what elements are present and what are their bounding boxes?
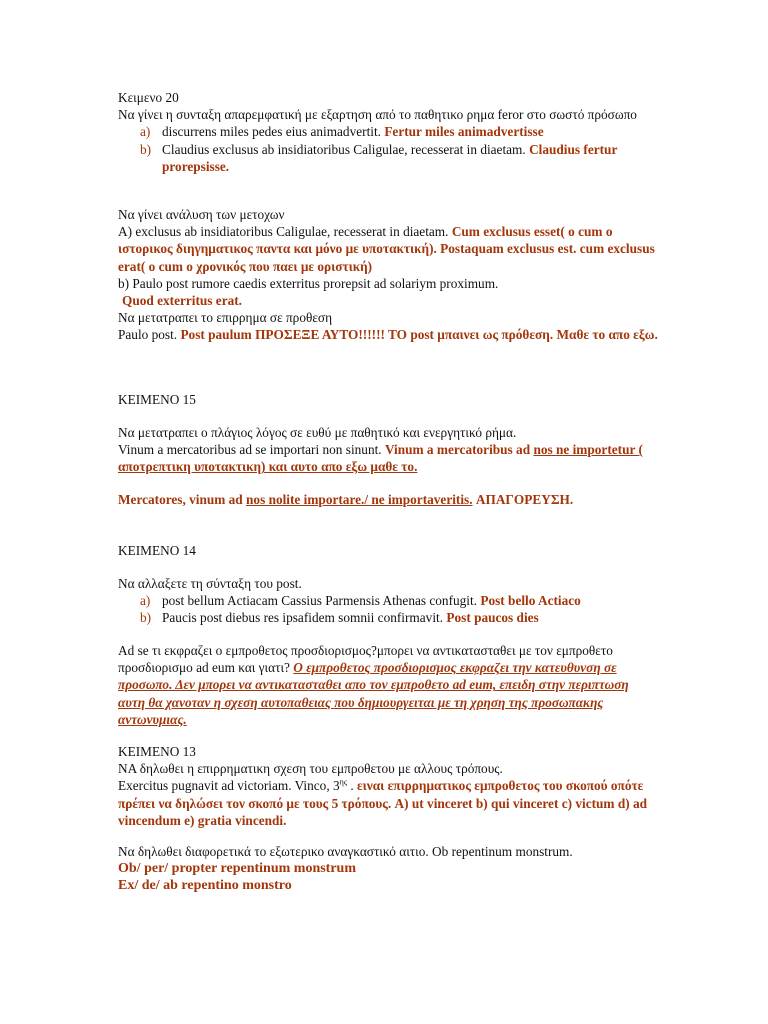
answer-text: Ex/ de/ ab repentino monstro: [118, 878, 292, 894]
section-keimeno-15: [118, 391, 658, 408]
latin-text: .: [347, 778, 357, 794]
list-item: [118, 141, 658, 175]
list-marker: a): [140, 593, 151, 609]
paragraph: [118, 777, 658, 829]
instruction: Να αλλαξετε τη σύνταξη του post.: [118, 576, 302, 591]
answer-text: Fertur miles animadvertisse: [384, 124, 544, 140]
answer-text: Ob/ per/ propter repentinum monstrum: [118, 861, 357, 877]
list-marker: a): [140, 124, 151, 140]
answer-text-underlined: nos ne importetur ( αποτρεπτικη υποτακτικη) και αυτο απο εξω μαθε το.: [118, 442, 643, 475]
latin-text: A) exclusus ab insidiatoribus Caligulae, recesserat in diaetam.: [118, 224, 449, 240]
latin-text: b) Paulo post rumore caedis exterritus prorepsit ad solariym proximum.: [118, 275, 499, 291]
answer-line: [118, 491, 718, 508]
answer-text: Post bello Actiaco: [480, 593, 581, 609]
list-item: [118, 609, 658, 626]
question: Να δηλωθει διαφορετικά το εξωτερικο αναγκαστικό αιτιο. Ob repentinum monstrum.: [118, 844, 573, 859]
participle-analysis: [118, 206, 658, 344]
section-keimeno-13: [118, 743, 658, 829]
section-answer: [118, 491, 718, 508]
answer-text-underlined: Ο εμπροθετος προσδιορισμος εκφραζει την κατευθυνση σε προσωπο. Δεν μπορει να αντικατασταθει απο τον εμπροθετο ad eum, επειδη στην περιπτωση αυτη θα χανοταν η σχεση αυτοπαθειας που δημιουργειται με τη χρηση της προσωπακης αντωνυμιας.: [118, 660, 629, 727]
answer-text: Mercatores, vinum ad: [118, 492, 247, 507]
instruction: ΝΑ δηλωθει η επιρρηματικη σχεση του εμπροθετου με αλλους τρόπους.: [118, 761, 503, 777]
answer-text-underlined: nos nolite importare./ ne importaveritis.: [246, 492, 473, 507]
paragraph: [118, 326, 658, 343]
list-item: [118, 123, 658, 140]
paragraph: [118, 441, 658, 475]
answer-text: ΑΠΑΓΟΡΕΥΣΗ.: [472, 492, 574, 507]
latin-text: post bellum Actiacam Cassius Parmensis Athenas confugit.: [162, 593, 478, 609]
answer-text: Vinum a mercatoribus ad: [384, 442, 534, 458]
section-body: [118, 575, 658, 627]
latin-text: Exercitus pugnavit ad victoriam. Vinco, 3: [118, 778, 340, 794]
answer-text: Cum exclusus esset( ο cum ο ιστορικος διηγηματικος παντα και μόνο με υποτακτική).: [118, 224, 613, 257]
latin-text: Claudius exclusus ab insidiatoribus Caligulae, recesserat in diaetam.: [162, 141, 526, 157]
section-title: ΚΕΙΜΕΝΟ 13: [118, 744, 196, 759]
answer-text: Quod exterritus erat.: [122, 293, 243, 309]
list-marker: b): [140, 141, 152, 157]
answer-text: Post paucos dies: [446, 610, 539, 626]
answer-text: ειναι επιρρηματικος εμπροθετος του σκοπού οπότε πρέπει να δηλώσει τον σκοπό με τους 5 τρόπους. A) ut vinceret b) qui vinceret c) victum d) ad vincendum e) gratia vincendi.: [118, 778, 648, 828]
question: Ad se τι εκφραζει ο εμπροθετος προσδιορισμος?μπορει να αντικατασταθει με τον εμπροθετο προσδιορισμο ad eum και γιατι?: [118, 643, 613, 676]
section-keimeno-20: [118, 89, 658, 175]
answer-text: Postaquam exclusus est. cum exclusus erat( ο cum ο χρονικός που παει με οριστική): [118, 241, 655, 274]
answer-text: Post paulum ΠΡΟΣΕΞΕ ΑΥΤΟ!!!!!! ΤΟ post μπαινει ως πρόθεση. Μαθε το απο εξω.: [180, 327, 658, 343]
section-title: ΚΕΙΜΕΝΟ 14: [118, 543, 196, 558]
section-question: [118, 642, 658, 728]
latin-text: discurrens miles pedes eius animadvertit.: [162, 124, 381, 140]
answer-text: Claudius fertur prorepsisse.: [162, 141, 618, 174]
list-marker: b): [140, 610, 152, 626]
paragraph: [118, 223, 658, 275]
question: Να γίνει ανάλυση των μετοχων: [118, 207, 285, 222]
instruction: Να γίνει η συνταξη απαρεμφατική με εξαρτηση από το παθητικο ρημα feror στο σωστό πρόσωπο: [118, 107, 637, 123]
latin-text: Paulo post.: [118, 327, 178, 343]
latin-text: Vinum a mercatoribus ad se importari non sinunt.: [118, 442, 382, 458]
section-body: [118, 424, 658, 476]
section-body: [118, 843, 658, 895]
paragraph: [118, 642, 658, 728]
instruction: Να μετατραπει ο πλάγιος λόγος σε ευθύ με παθητικό και ενεργητικό ρήμα.: [118, 425, 517, 440]
superscript: ης: [339, 777, 347, 787]
list-item: [118, 592, 658, 609]
question: Να μετατραπει το επιρρημα σε προθεση: [118, 310, 333, 326]
section-keimeno-14: [118, 542, 658, 559]
section-title: Κειμενο 20: [118, 90, 179, 105]
section-title: ΚΕΙΜΕΝΟ 15: [118, 392, 196, 407]
latin-text: Paucis post diebus res ipsafidem somnii confirmavit.: [162, 610, 444, 626]
